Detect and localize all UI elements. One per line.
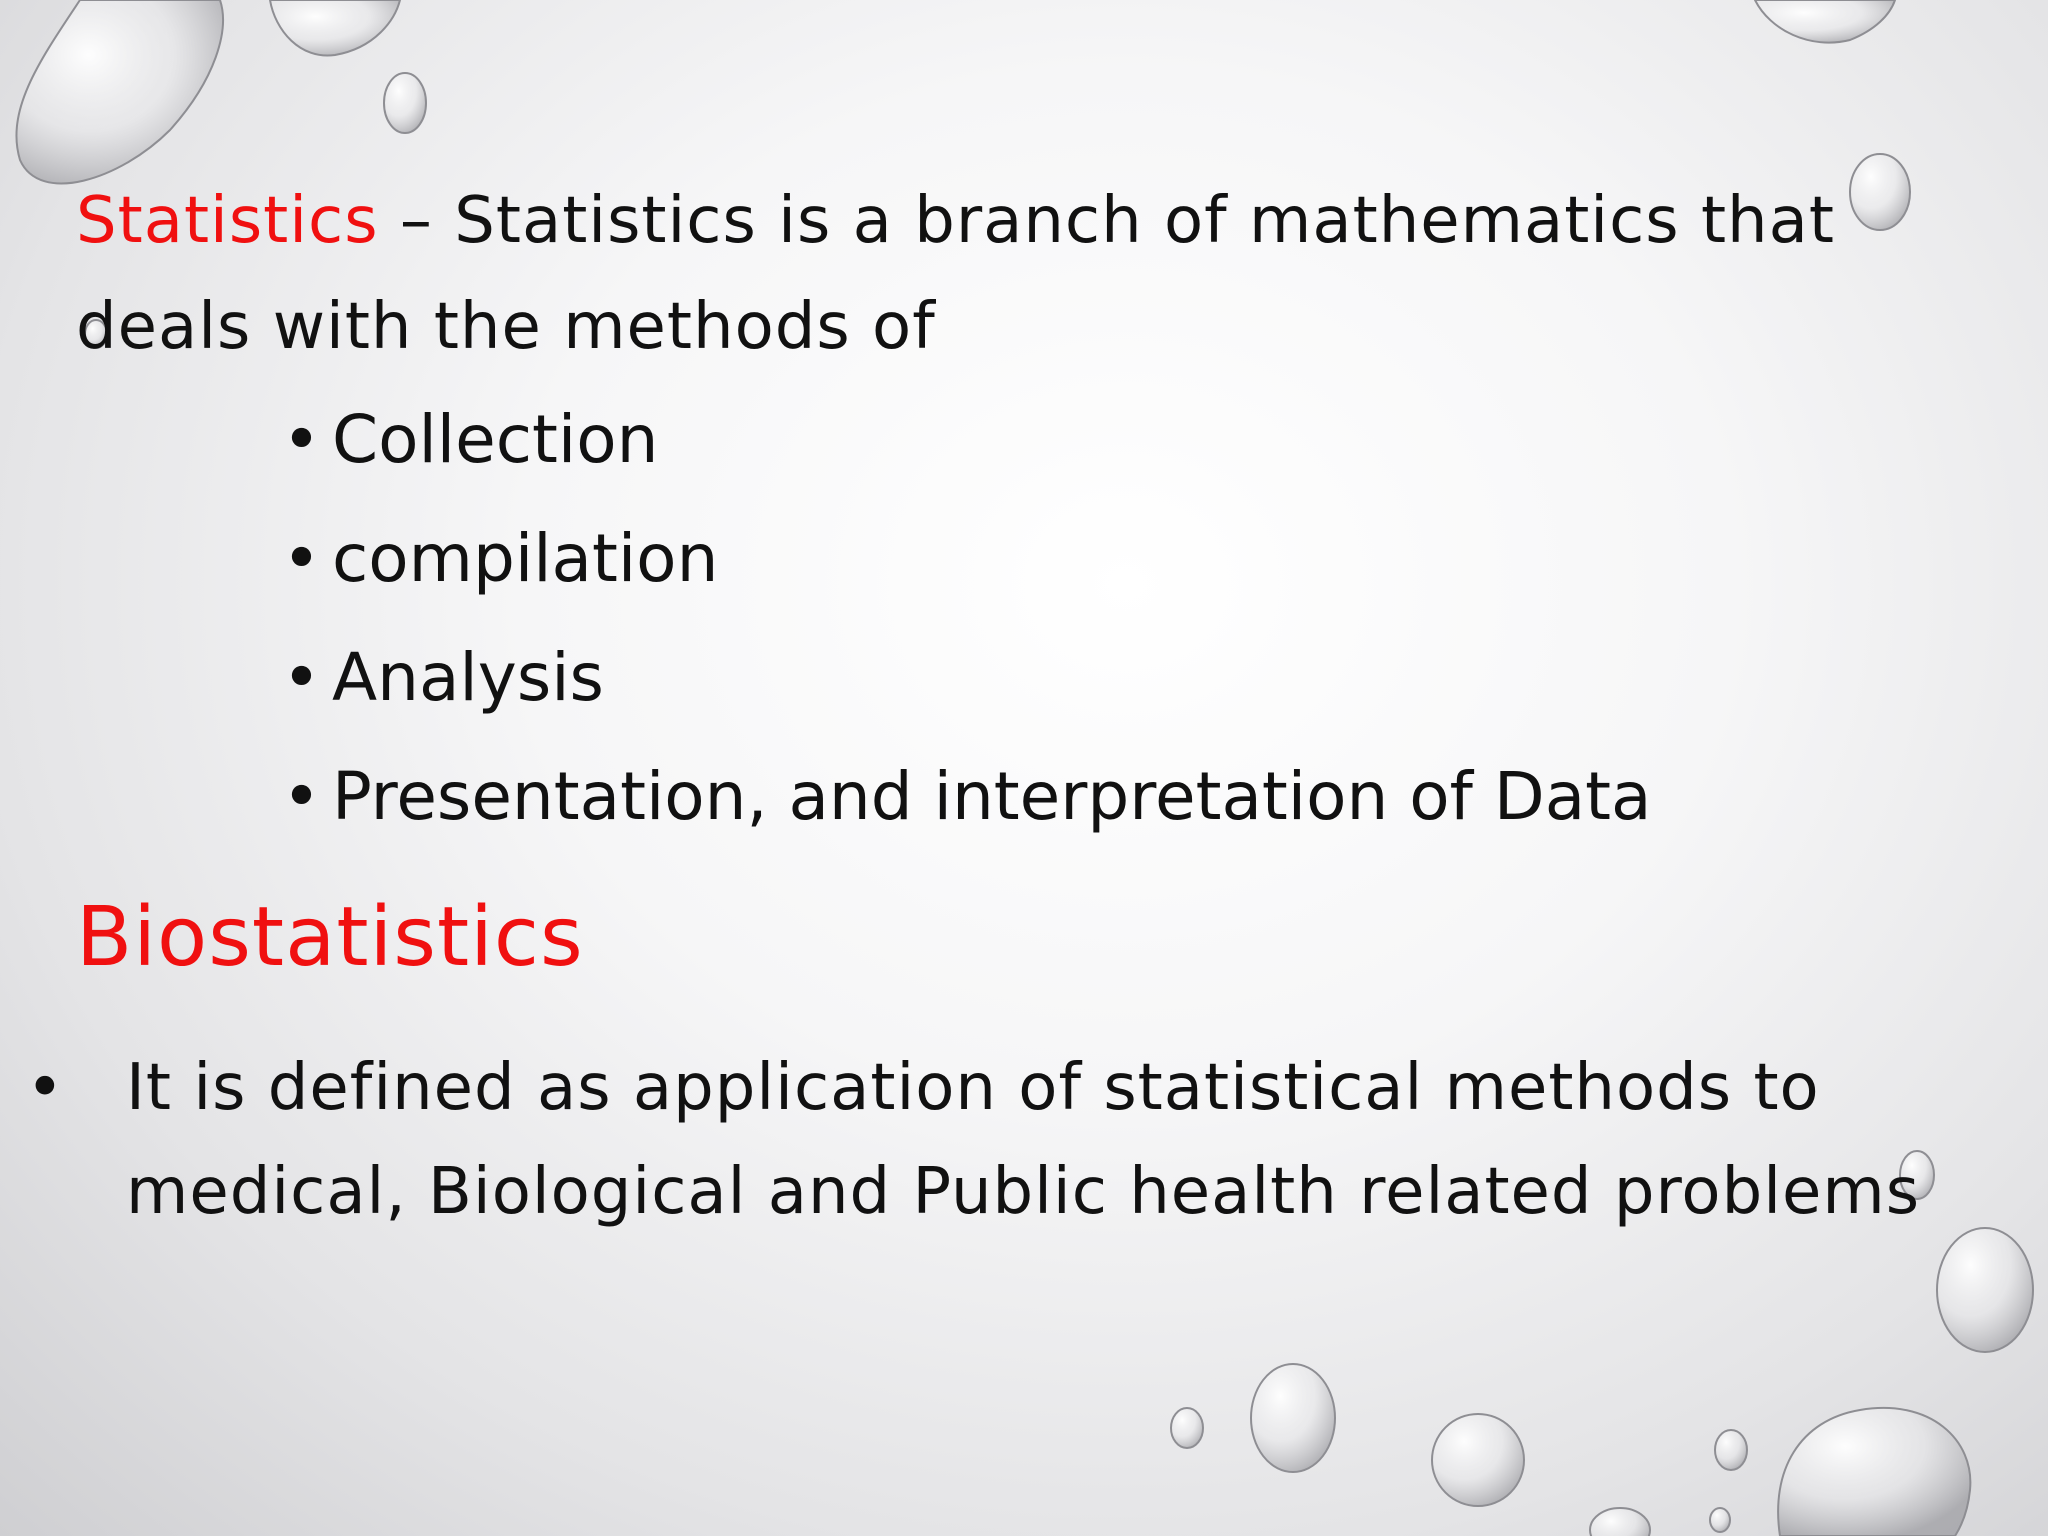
list-item <box>282 499 1651 618</box>
method-label: Collection <box>332 401 659 478</box>
bullet-icon: • <box>282 639 321 716</box>
methods-list <box>282 380 1651 856</box>
biostatistics-heading: Biostatistics <box>76 890 584 985</box>
biostatistics-definition: It is defined as application of statistical methods to medical, Biological and Public health related problems <box>126 1051 1921 1229</box>
bullet-icon: • <box>282 520 321 597</box>
bullet-icon: • <box>26 1051 65 1125</box>
bullet-icon: • <box>282 758 321 835</box>
list-item <box>26 1036 2036 1244</box>
biostatistics-points <box>26 1036 2036 1244</box>
list-item <box>282 618 1651 737</box>
statistics-term: Statistics <box>76 184 379 258</box>
method-label: compilation <box>332 520 719 597</box>
method-label: Presentation, and interpretation of Data <box>332 758 1652 835</box>
method-label: Analysis <box>332 639 604 716</box>
list-item <box>282 737 1651 856</box>
list-item <box>282 380 1651 499</box>
bullet-icon: • <box>282 401 321 478</box>
statistics-definition-text: – Statistics is a branch of mathematics that deals with the methods of <box>76 184 1835 364</box>
statistics-definition <box>76 168 1976 380</box>
